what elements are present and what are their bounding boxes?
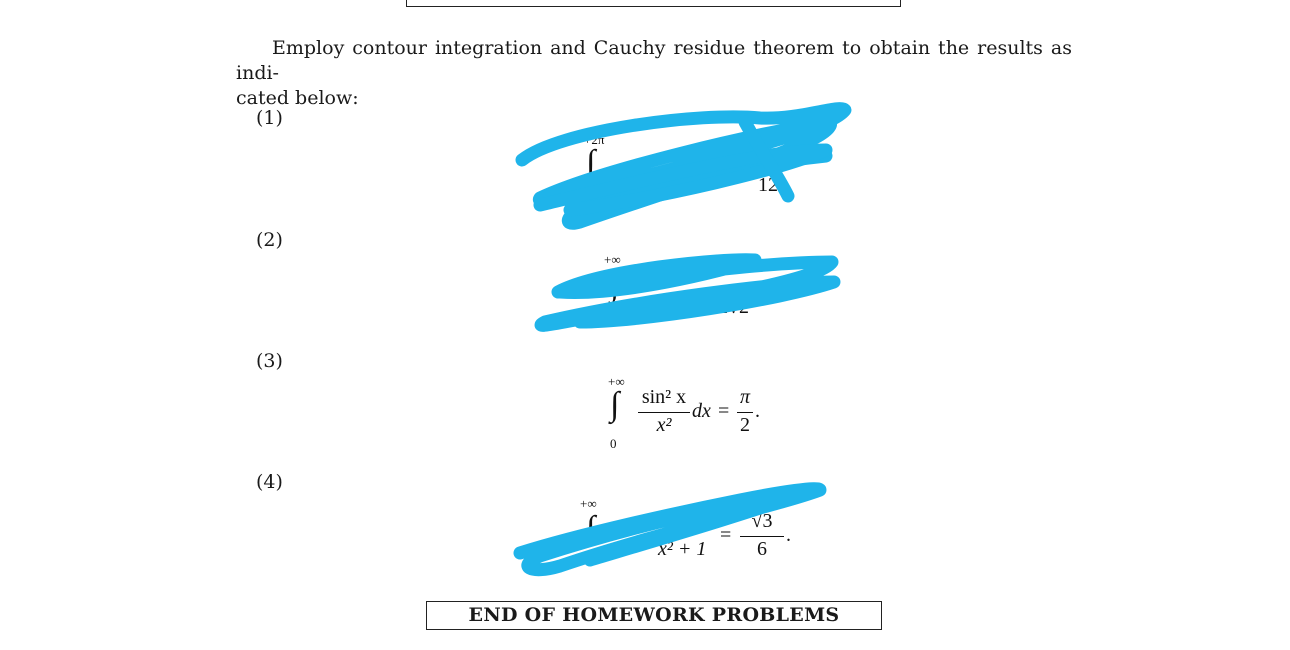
previous-section-box bbox=[406, 0, 901, 7]
visible-fragment: = bbox=[720, 524, 732, 546]
end-of-homework-banner: END OF HOMEWORK PROBLEMS bbox=[426, 601, 882, 630]
equals-sign: = bbox=[718, 400, 730, 422]
visible-fragment: + 1 bbox=[660, 296, 687, 318]
visible-fragment: 5 − bbox=[616, 174, 643, 196]
integrand-numerator: sin² x bbox=[641, 386, 687, 408]
instructions-paragraph bbox=[236, 36, 1072, 111]
integral-sign: ∫ bbox=[586, 144, 596, 181]
integral-sign: ∫ bbox=[610, 386, 620, 423]
problem-number: (1) bbox=[256, 107, 283, 129]
integral-sign: ∫ bbox=[610, 266, 620, 303]
fraction-bar bbox=[737, 412, 753, 413]
instructions-line-1: Employ contour integration and Cauchy residue theorem to obtain the results as indi- bbox=[236, 37, 1072, 84]
lower-limit: 0 bbox=[606, 314, 613, 329]
fraction-bar bbox=[740, 536, 784, 537]
upper-limit: +2π bbox=[584, 132, 605, 147]
visible-fragment: 12 bbox=[758, 174, 778, 196]
upper-limit: +∞ bbox=[608, 374, 625, 389]
problem-number: (4) bbox=[256, 471, 283, 493]
upper-limit: +∞ bbox=[580, 496, 597, 511]
upper-limit: +∞ bbox=[604, 252, 621, 267]
problem-number: (3) bbox=[256, 350, 283, 372]
problem-3-equation bbox=[606, 372, 776, 454]
visible-fragment: √3 bbox=[751, 510, 773, 532]
problem-1-equation bbox=[580, 128, 800, 208]
problem-2-equation bbox=[600, 252, 780, 332]
visible-fragment: x² + 1 bbox=[658, 538, 707, 560]
problem-number: (2) bbox=[256, 229, 283, 251]
visible-fragment: dx bbox=[652, 266, 671, 288]
differential: dx bbox=[692, 400, 711, 422]
result-numerator: π bbox=[739, 386, 751, 408]
result-denominator: 2 bbox=[740, 414, 750, 436]
visible-fragment: . bbox=[786, 524, 791, 546]
visible-fragment: 6 bbox=[757, 538, 767, 560]
instructions-line-2: cated below: bbox=[236, 87, 359, 109]
end-punctuation: . bbox=[755, 400, 760, 422]
fraction-bar bbox=[638, 412, 690, 413]
integral-sign: ∫ bbox=[586, 510, 596, 547]
lower-limit: 0 bbox=[610, 436, 617, 451]
integrand-denominator: x² bbox=[656, 414, 672, 436]
visible-fragment: 2√2 bbox=[718, 296, 749, 318]
problem-4-equation bbox=[578, 496, 798, 576]
